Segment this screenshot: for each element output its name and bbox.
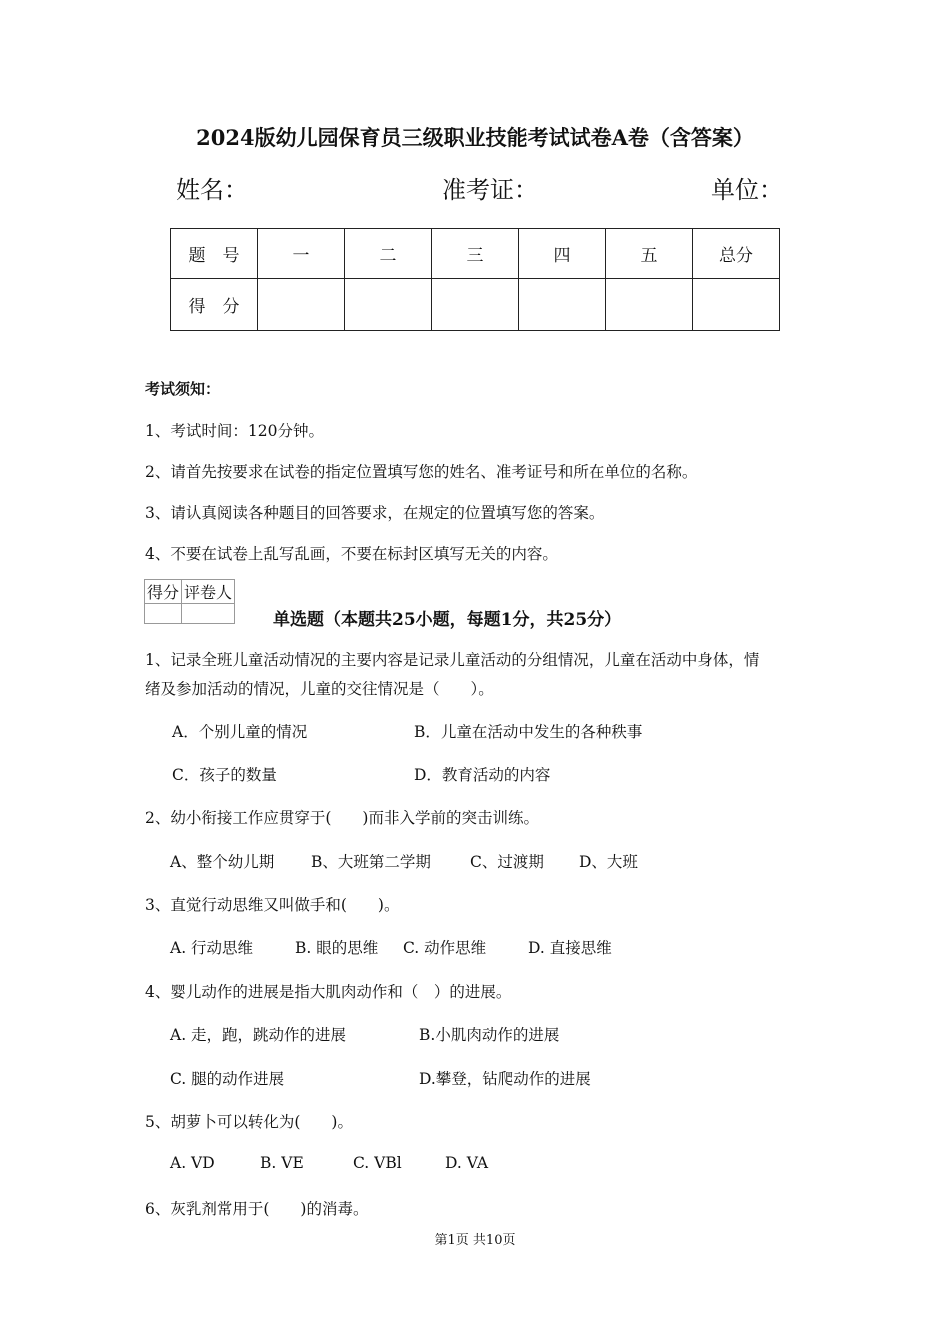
- score-cell: [519, 279, 606, 331]
- score-row-label: 得 分: [171, 279, 258, 331]
- question-stem: 4、婴儿动作的进展是指大肌肉动作和（ ）的进展。: [145, 983, 512, 1001]
- question-stem: 6、灰乳剂常用于( )的消毒。: [145, 1200, 369, 1218]
- option-d: D．教育活动的内容: [414, 766, 551, 784]
- option-a: A. 走，跑，跳动作的进展: [170, 1026, 347, 1044]
- score-cell: [693, 279, 780, 331]
- option-b: B. 眼的思维: [295, 939, 379, 957]
- notice-heading: 考试须知：: [145, 380, 221, 398]
- notice-item: 4、不要在试卷上乱写乱画，不要在标封区填写无关的内容。: [145, 545, 558, 563]
- notice-item: 3、请认真阅读各种题目的回答要求，在规定的位置填写您的答案。: [145, 504, 605, 522]
- score-table: [170, 228, 780, 331]
- option-a: A. 行动思维: [170, 939, 254, 957]
- header-question-number: 题 号: [171, 229, 258, 279]
- score-table-score-row: [171, 279, 780, 331]
- option-d: D. 直接思维: [528, 939, 612, 957]
- option-c: C、过渡期: [470, 853, 544, 871]
- option-a: A. VD: [170, 1154, 215, 1172]
- score-cell: [258, 279, 345, 331]
- option-b: B. VE: [260, 1154, 304, 1172]
- header-section-5: 五: [606, 229, 693, 279]
- option-b: B．儿童在活动中发生的各种秩事: [414, 723, 643, 741]
- option-a: A．个别儿童的情况: [172, 723, 308, 741]
- grader-name-label: 评卷人: [182, 580, 235, 604]
- grader-name-cell: [182, 604, 235, 624]
- option-c: C．孩子的数量: [172, 766, 277, 784]
- option-d: D. VA: [445, 1154, 489, 1172]
- unit-field-label: 单位：: [711, 176, 783, 204]
- grader-box: [144, 579, 235, 624]
- grader-score-cell: [145, 604, 182, 624]
- header-section-3: 三: [432, 229, 519, 279]
- question-stem: 5、胡萝卜可以转化为( )。: [145, 1113, 353, 1131]
- score-table-header-row: [171, 229, 780, 279]
- header-section-4: 四: [519, 229, 606, 279]
- question-stem: 1、记录全班儿童活动情况的主要内容是记录儿童活动的分组情况，儿童在活动中身体，情: [145, 651, 760, 669]
- grader-box-blank-row: [145, 604, 235, 624]
- section-title: 单选题（本题共25小题，每题1分，共25分）: [273, 610, 622, 630]
- option-b: B、大班第二学期: [311, 853, 431, 871]
- option-c: C. 腿的动作进展: [170, 1070, 285, 1088]
- option-c: C. VBl: [353, 1154, 402, 1172]
- notice-item: 1、考试时间：120分钟。: [145, 422, 324, 440]
- option-a: A、整个幼儿期: [170, 853, 275, 871]
- score-cell: [345, 279, 432, 331]
- name-field-label: 姓名：: [176, 176, 248, 204]
- document-title: 2024版幼儿园保育员三级职业技能考试试卷A卷（含答案）: [196, 125, 754, 150]
- score-cell: [432, 279, 519, 331]
- page-footer: 第1页 共10页: [434, 1233, 516, 1248]
- question-stem: 3、直觉行动思维又叫做手和( )。: [145, 896, 400, 914]
- option-d: D、大班: [579, 853, 638, 871]
- score-cell: [606, 279, 693, 331]
- question-stem-continued: 绪及参加活动的情况，儿童的交往情况是（ ）。: [145, 680, 494, 698]
- exam-id-field-label: 准考证：: [442, 176, 538, 204]
- option-c: C. 动作思维: [403, 939, 487, 957]
- header-section-1: 一: [258, 229, 345, 279]
- grader-score-label: 得分: [145, 580, 182, 604]
- question-stem: 2、幼小衔接工作应贯穿于( )而非入学前的突击训练。: [145, 809, 539, 827]
- header-section-2: 二: [345, 229, 432, 279]
- option-b: B.小肌肉动作的进展: [419, 1026, 560, 1044]
- grader-box-header: [145, 580, 235, 604]
- notice-item: 2、请首先按要求在试卷的指定位置填写您的姓名、准考证号和所在单位的名称。: [145, 463, 698, 481]
- header-total: 总分: [693, 229, 780, 279]
- option-d: D.攀登，钻爬动作的进展: [419, 1070, 591, 1088]
